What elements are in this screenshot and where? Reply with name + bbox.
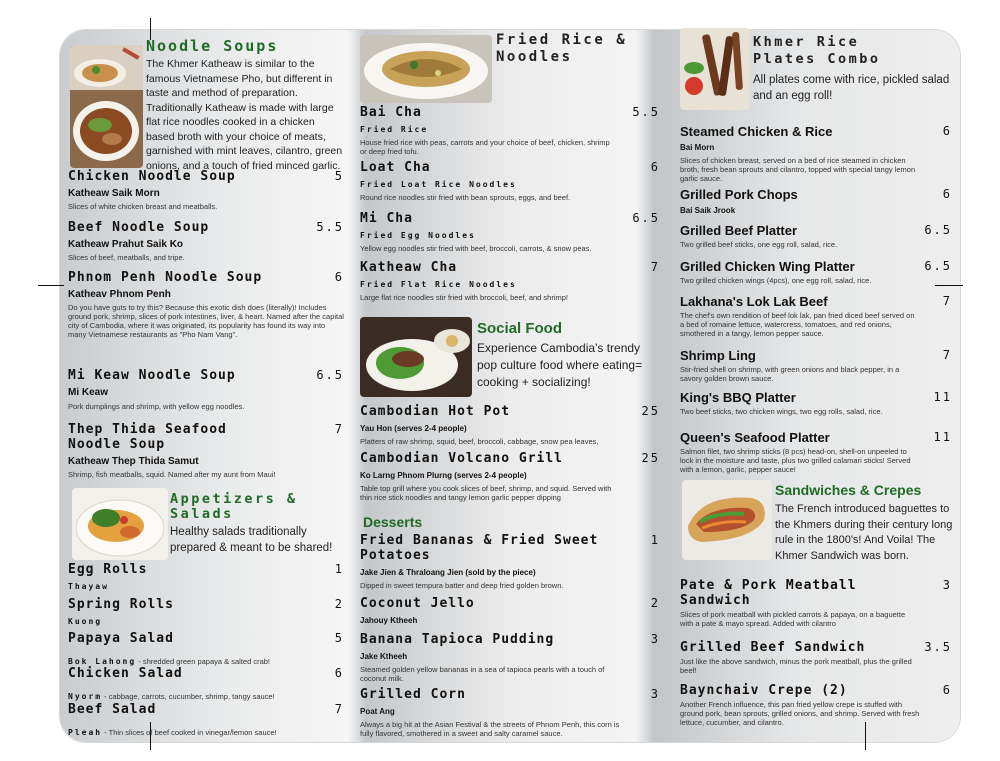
item-description: Large flat rice noodles stir fried with broccoli, beef, and shrimp! (360, 293, 569, 302)
item-name: Bai Cha (360, 105, 422, 120)
item-khmer-name: Katheaw Prahut Saik Ko (68, 239, 184, 250)
item-khmer-name: Katheaw Thep Thida Samut (68, 456, 199, 467)
menu-item (680, 390, 952, 416)
column-right (680, 30, 952, 742)
grill-photo-icon (360, 317, 472, 397)
item-name: Katheaw Cha (360, 260, 458, 275)
item-name: Shrimp Ling (680, 348, 756, 363)
noodle-plate-photo-icon (360, 35, 492, 103)
item-name: Egg Rolls (68, 562, 148, 577)
item-price: 6 (334, 666, 344, 680)
item-price: 7 (334, 422, 344, 436)
menu-item (680, 430, 952, 474)
section-title-noodle-soups: Noodle Soups (146, 37, 279, 55)
item-price: 5 (334, 631, 344, 645)
item-description: The chef's own rendition of beef lok lak, pan fried diced beef served on a bed of romaine lettuce, watercress, tomatoes, and red onions, smothered in a tangy, lemon pepper sauce. (680, 311, 915, 338)
item-name: Coconut Jello (360, 596, 475, 611)
section-title-fried-rice: Fried Rice & Noodles (496, 32, 628, 65)
item-description: Platters of raw shrimp, squid, beef, broccoli, cabbage, snow pea leaves, (360, 437, 599, 446)
item-khmer-name: Yau Hon (serves 2-4 people) (360, 424, 467, 433)
menu-item (68, 666, 344, 703)
menu-item (68, 597, 344, 628)
item-price: 6 (334, 270, 344, 284)
item-price: 6.5 (924, 259, 952, 273)
item-description: Two grilled chicken wings (4pcs), one egg roll, salad, rice. (680, 276, 872, 285)
item-price: 6.5 (632, 211, 660, 225)
menu-item (680, 683, 952, 727)
item-description: Pork dumplings and shrimp, with yellow egg noodles. (68, 402, 245, 411)
section-title-social-food: Social Food (477, 320, 563, 337)
item-description: Just like the above sandwich, minus the pork meatball, plus the grilled beef! (680, 657, 912, 675)
item-name: Cambodian Hot Pot (360, 404, 511, 419)
item-description: House fried rice with peas, carrots and your choice of beef, chicken, shrimp or deep fried tofu. (360, 138, 610, 156)
item-price: 25 (641, 451, 660, 465)
item-name: Baynchaiv Crepe (2) (680, 683, 848, 698)
item-khmer-name: Thayaw (68, 582, 109, 591)
section-title-sandwiches: Sandwiches & Crepes (775, 482, 922, 498)
item-khmer-name: Fried Egg Noodles (360, 231, 476, 240)
item-khmer-name: Katheaw Saik Morn (68, 188, 160, 199)
item-name: Queen's Seafood Platter (680, 430, 830, 445)
menu-item (360, 105, 660, 156)
column-middle (360, 30, 660, 742)
item-khmer-name: Mi Keaw (68, 387, 109, 398)
menu-item (680, 640, 952, 675)
item-name: Thep Thida Seafood Noodle Soup (68, 422, 227, 452)
menu-item (680, 259, 952, 285)
menu-item (360, 260, 660, 302)
item-name: Pate & Pork Meatball Sandwich (680, 578, 857, 608)
item-khmer-name: Poat Ang (360, 707, 395, 716)
menu-item (360, 687, 660, 738)
menu-item (680, 223, 952, 249)
item-price: 3 (650, 632, 660, 646)
item-name: Papaya Salad (68, 631, 174, 646)
item-price: 7 (942, 294, 952, 308)
menu-item (68, 270, 344, 339)
soup-photo-icon (70, 45, 143, 168)
item-price: 3 (650, 687, 660, 701)
item-khmer-name: Kuong (68, 617, 103, 626)
menu-item (680, 348, 952, 383)
menu-item (68, 169, 344, 211)
item-khmer-name: Fried Rice (360, 125, 429, 134)
menu-item (360, 160, 660, 202)
item-name: Grilled Pork Chops (680, 187, 798, 202)
item-name: Cambodian Volcano Grill (360, 451, 564, 466)
item-description: Slices of chicken breast, served on a bed of rice steamed in chicken broth, fresh bean sprouts and cilantro, topped with special tangy lemon garlic sauce. (680, 156, 916, 183)
item-name: Grilled Chicken Wing Platter (680, 259, 855, 274)
khmer-plates-intro: All plates come with rice, pickled salad and an egg roll! (753, 74, 950, 102)
sandwiches-intro: The French introduced baguettes to the Khmers during their century long rule in the 1800's! And Voila! The Khmer Sandwich was born. (775, 503, 953, 562)
item-khmer-name: Ko Larng Phnom Plurng (serves 2-4 people) (360, 471, 527, 480)
item-price: 6 (942, 683, 952, 697)
skewer-photo-icon (680, 28, 750, 110)
menu-item (360, 632, 660, 683)
item-description: Slices of white chicken breast and meatballs. (68, 202, 218, 211)
item-price: 5.5 (316, 220, 344, 234)
section-title-khmer-plates: Khmer Rice Plates Combo (753, 34, 881, 67)
menu-item (680, 578, 952, 628)
item-description: Always a big hit at the Asian Festival & the streets of Phnom Penh, this corn is fully flavored, smothered in a sweet and salty caramel sauce. (360, 720, 620, 738)
item-description: Yellow egg noodles stir fried with beef, broccoli, carrots, & snow peas. (360, 244, 592, 253)
item-name: Grilled Corn (360, 687, 466, 702)
item-price: 6 (942, 124, 952, 138)
item-khmer-name: Katheav Phnom Penh (68, 289, 171, 300)
item-description: - Thin slices of beef cooked in vinegar/lemon sauce! (102, 728, 277, 737)
menu-item (680, 187, 952, 217)
item-price: 3 (942, 578, 952, 592)
item-name: Banana Tapioca Pudding (360, 632, 555, 647)
menu-item (680, 294, 952, 338)
item-name: Chicken Noodle Soup (68, 169, 236, 184)
item-price: 11 (933, 390, 952, 404)
menu-item (68, 702, 344, 739)
menu-item (68, 562, 344, 593)
item-description: Shrimp, fish meatballs, squid. Named after my aunt from Maui! (68, 470, 276, 479)
item-name: Phnom Penh Noodle Soup (68, 270, 263, 285)
item-khmer-name: Nyorm (68, 692, 103, 701)
item-description: Round rice noodles stir fried with bean sprouts, eggs, and beef. (360, 193, 571, 202)
item-price: 3.5 (924, 640, 952, 654)
item-description: Salmon filet, two shrimp sticks (8 pcs) head-on, shell-on unpeeled to lock in the moisture and taste, plus two grilled calamari sticks! Served with a lemon, garlic, pepper sauce! (680, 447, 911, 474)
item-name: Lakhana's Lok Lak Beef (680, 294, 828, 309)
item-price: 7 (334, 702, 344, 716)
appetizers-intro: Healthy salads traditionally prepared & meant to be shared! (170, 526, 333, 554)
menu-item (68, 422, 344, 479)
item-detail-line (68, 720, 344, 739)
item-description: Table top grill where you cook slices of beef, shrimp, and squid. Served with thin rice stick noodles and tangy lemon garlic pepper dipping (360, 484, 612, 502)
item-description: Dipped in sweet tempura batter and deep fried golden brown. (360, 581, 564, 590)
salad-photo-icon (72, 488, 168, 560)
social-food-intro: Experience Cambodia's trendy pop culture food where eating= cooking + socializing! (477, 341, 643, 389)
item-description: Steamed golden yellow bananas in a sea of tapioca pearls with a touch of coconut milk. (360, 665, 605, 683)
item-price: 6 (650, 160, 660, 174)
item-khmer-name: Jake Jien & Thraloang Jien (sold by the piece) (360, 568, 536, 577)
item-name: Beef Noodle Soup (68, 220, 210, 235)
item-description: - shredded green papaya & salted crab! (136, 657, 271, 666)
sandwich-photo-icon (682, 480, 772, 560)
noodle-soups-intro: The Khmer Katheaw is similar to the famous Vietnamese Pho, but different in taste and method of preparation. Traditionally Katheaw is made with large flat rice noodles cooked in a chicken based broth with your choice of meats, garnished with mint leaves, cilantro, green onions, and a touch of fried minced garlic. (146, 58, 343, 172)
crop-mark (38, 285, 64, 286)
item-name: King's BBQ Platter (680, 390, 796, 405)
menu-item (360, 211, 660, 253)
item-description: - cabbage, carrots, cucumber, shrimp, tangy sauce! (102, 692, 275, 701)
item-price: 7 (942, 348, 952, 362)
item-khmer-name: Pleah (68, 728, 103, 737)
item-detail-line (68, 684, 344, 703)
menu-item (360, 451, 660, 502)
item-name: Fried Bananas & Fried Sweet Potatoes (360, 533, 599, 563)
item-khmer-name: Bai Saik Jrook (680, 206, 736, 215)
item-description: Slices of pork meatball with pickled carrots & papaya, on a baguette with a pate & mayo spread. Added with cilantro (680, 610, 906, 628)
menu-item (68, 368, 344, 411)
item-description: Do you have guts to try this? Because this exotic dish does (literally)! Includes ground pork, shrimp, slices of pork intestines, liver, & heart. Named after the capital city of Cambodia, where it was originated, its popularity has found its way into many Vietnamese restaurants as "Pho Nam Vang". (68, 303, 344, 339)
item-price: 1 (650, 533, 660, 547)
item-khmer-name: Bok Lahong (68, 657, 137, 666)
item-price: 2 (650, 596, 660, 610)
item-description: Stir-fried shell on shrimp, with green onions and black pepper, in a savory golden brown sauce. (680, 365, 900, 383)
menu-item (360, 404, 660, 446)
section-title-desserts: Desserts (363, 514, 423, 530)
item-khmer-name: Bai Morn (680, 143, 715, 152)
item-price: 6 (942, 187, 952, 201)
menu-item (68, 220, 344, 262)
item-price: 2 (334, 597, 344, 611)
menu-item (68, 631, 344, 668)
item-name: Steamed Chicken & Rice (680, 124, 833, 139)
item-khmer-name: Jahouy Ktheeh (360, 616, 418, 625)
item-price: 5.5 (632, 105, 660, 119)
item-name: Grilled Beef Platter (680, 223, 798, 238)
item-name: Chicken Salad (68, 666, 183, 681)
item-price: 5 (334, 169, 344, 183)
item-name: Grilled Beef Sandwich (680, 640, 866, 655)
item-price: 7 (650, 260, 660, 274)
item-price: 6.5 (316, 368, 344, 382)
section-title-appetizers: Appetizers & Salads (170, 491, 298, 522)
item-name: Loat Cha (360, 160, 431, 175)
item-description: Slices of beef, meatballs, and tripe. (68, 253, 185, 262)
column-left (68, 30, 344, 742)
item-name: Mi Keaw Noodle Soup (68, 368, 236, 383)
item-price: 1 (334, 562, 344, 576)
item-description: Another French influence, this pan fried yellow crepe is stuffed with ground pork, bean sprouts, grilled onions, and shrimp. Served with fresh lettuce, cucumber, and cilantro. (680, 700, 920, 727)
item-description: Two grilled beef sticks, one egg roll, salad, rice. (680, 240, 838, 249)
item-name: Mi Cha (360, 211, 413, 226)
menu-item (360, 596, 660, 627)
item-price: 6.5 (924, 223, 952, 237)
item-price: 25 (641, 404, 660, 418)
item-khmer-name: Fried Loat Rice Noodles (360, 180, 517, 189)
item-description: Two beef sticks, two chicken wings, two egg rolls, salad, rice. (680, 407, 883, 416)
item-khmer-name: Fried Flat Rice Noodles (360, 280, 517, 289)
menu-item (360, 533, 660, 590)
item-khmer-name: Jake Ktheeh (360, 652, 408, 661)
item-name: Spring Rolls (68, 597, 174, 612)
item-price: 11 (933, 430, 952, 444)
item-name: Beef Salad (68, 702, 157, 717)
menu-item (680, 124, 952, 183)
